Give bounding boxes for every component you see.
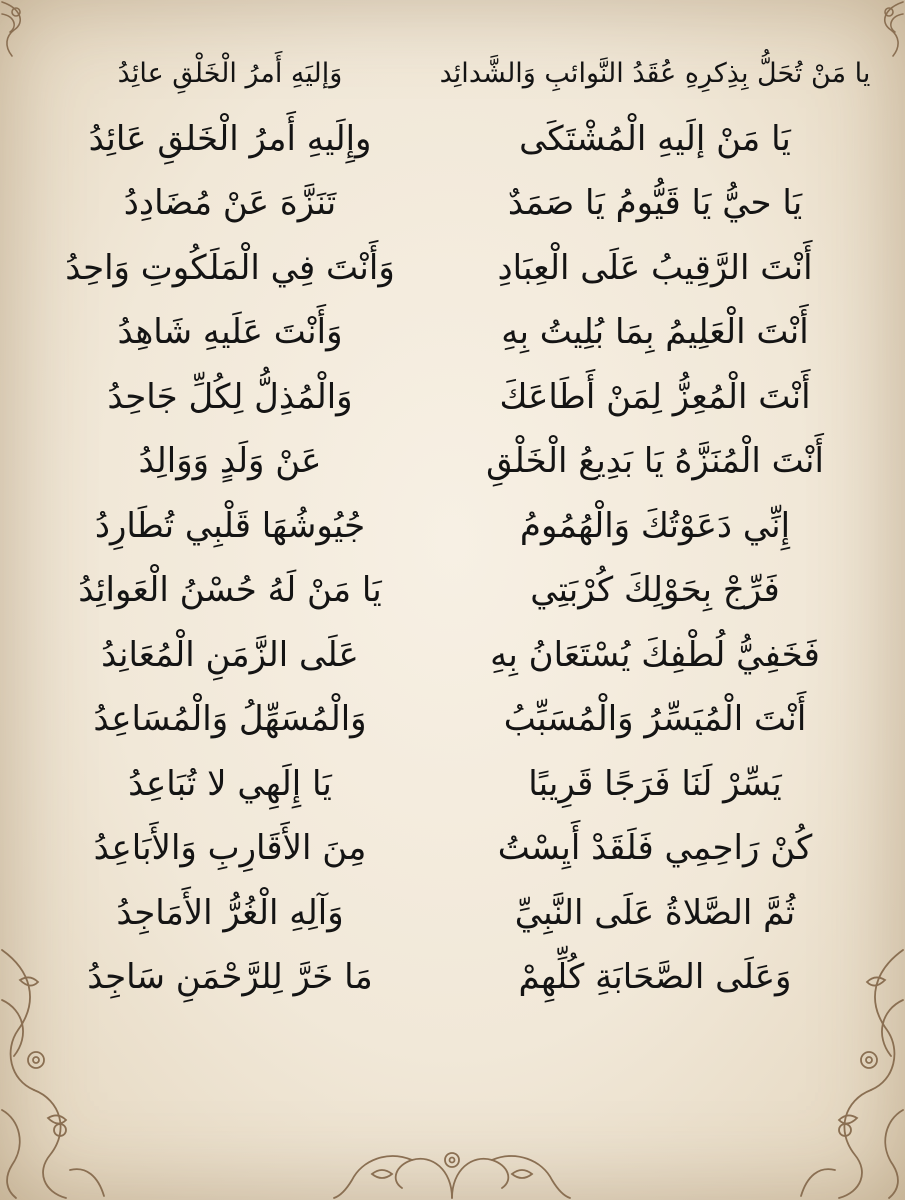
verse-5-first-hemistich: أَنْتَ الْعَلِيمُ بِمَا بُلِيتُ بِهِ bbox=[501, 312, 809, 352]
verse-13 bbox=[0, 816, 905, 881]
verse-3-second-hemistich: تَنَزَّهَ عَنْ مُضَادِدُ bbox=[123, 183, 337, 223]
verse-2-first-hemistich: يَا مَنْ إلَيهِ الْمُشْتَكَى bbox=[519, 118, 791, 159]
verse-15-first-hemistich: وَعَلَى الصَّحَابَةِ كُلِّهِمْ bbox=[518, 957, 792, 997]
verse-11-first-hemistich: أَنْتَ الْمُيَسِّرُ وَالْمُسَبِّبُ bbox=[503, 699, 807, 739]
verse-10-first-hemistich: فَخَفِيُّ لُطْفِكَ يُسْتَعَانُ بِهِ bbox=[490, 634, 820, 675]
verse-3 bbox=[0, 171, 905, 236]
verse-4-first-hemistich: أَنْتَ الرَّقِيبُ عَلَى الْعِبَادِ bbox=[497, 247, 813, 288]
verse-5-second-hemistich: وَأَنْتَ عَلَيهِ شَاهِدُ bbox=[117, 312, 343, 352]
verse-8-second-hemistich: جُيُوشُهَا قَلْبِي تُطَارِدُ bbox=[94, 505, 366, 546]
verse-4 bbox=[0, 236, 905, 301]
verse-8 bbox=[0, 494, 905, 559]
verse-9-first-hemistich: فَرِّجْ بِحَوْلِكَ كُرْبَتِي bbox=[530, 570, 780, 610]
verse-15 bbox=[0, 945, 905, 1010]
verse-4-second-hemistich: وَأَنْتَ فِي الْمَلَكُوتِ وَاحِدُ bbox=[65, 247, 395, 288]
verse-7-second-hemistich: عَنْ وَلَدٍ وَوَالِدُ bbox=[138, 441, 322, 481]
verse-15-second-hemistich: مَا خَرَّ لِلرَّحْمَنِ سَاجِدُ bbox=[87, 957, 373, 997]
verse-3-first-hemistich: يَا حيُّ يَا قَيُّومُ يَا صَمَدٌ bbox=[507, 183, 803, 223]
verse-8-first-hemistich: إِنِّي دَعَوْتُكَ وَالْهُمُومُ bbox=[519, 505, 791, 546]
verse-7 bbox=[0, 429, 905, 494]
verse-7-first-hemistich: أَنْتَ الْمُنَزَّهُ يَا بَدِيعُ الْخَلْقِ bbox=[486, 441, 824, 481]
verse-10 bbox=[0, 623, 905, 688]
verse-9-second-hemistich: يَا مَنْ لَهُ حُسْنُ الْعَوائِدُ bbox=[78, 570, 382, 610]
verse-12-first-hemistich: يَسِّرْ لَنَا فَرَجًا قَرِيبًا bbox=[528, 763, 782, 804]
verse-1 bbox=[0, 42, 905, 107]
verse-13-first-hemistich: كُنْ رَاحِمِي فَلَقَدْ أَيِسْتُ bbox=[497, 828, 813, 868]
verse-6 bbox=[0, 365, 905, 430]
verse-12-second-hemistich: يَا إِلَهِي لا تُبَاعِدُ bbox=[128, 763, 332, 804]
verse-11-second-hemistich: وَالْمُسَهِّلُ وَالْمُسَاعِدُ bbox=[93, 699, 367, 739]
verse-2 bbox=[0, 107, 905, 172]
verse-13-second-hemistich: مِنَ الأَقَارِبِ وَالأَبَاعِدُ bbox=[93, 828, 367, 868]
verse-14-first-hemistich: ثُمَّ الصَّلاةُ عَلَى النَّبِيِّ bbox=[514, 892, 796, 933]
verse-14-second-hemistich: وَآلِهِ الْغُرُّ الأَمَاجِدُ bbox=[116, 892, 344, 933]
verse-14 bbox=[0, 881, 905, 946]
verse-5 bbox=[0, 300, 905, 365]
verse-2-second-hemistich: وإِلَيهِ أَمرُ الْخَلقِ عَائِدُ bbox=[88, 118, 372, 159]
verse-1-first-hemistich: يا مَنْ تُحَلُّ بِذِكرِهِ عُقَدُ النَّوائبِ وَالشَّدائِد bbox=[439, 58, 871, 89]
verse-11 bbox=[0, 687, 905, 752]
poem bbox=[0, 42, 905, 1010]
verse-9 bbox=[0, 558, 905, 623]
verse-6-first-hemistich: أَنْتَ الْمُعِزُّ لِمَنْ أَطَاعَكَ bbox=[499, 376, 811, 417]
verse-6-second-hemistich: وَالْمُذِلُّ لِكُلِّ جَاحِدُ bbox=[107, 376, 353, 417]
verse-12 bbox=[0, 752, 905, 817]
verse-1-second-hemistich: وَإليَهِ أَمرُ الْخَلْقِ عائِدُ bbox=[117, 58, 343, 89]
bottom-center-ornament bbox=[332, 1130, 572, 1200]
verse-10-second-hemistich: عَلَى الزَّمَنِ الْمُعَانِدُ bbox=[101, 634, 359, 675]
